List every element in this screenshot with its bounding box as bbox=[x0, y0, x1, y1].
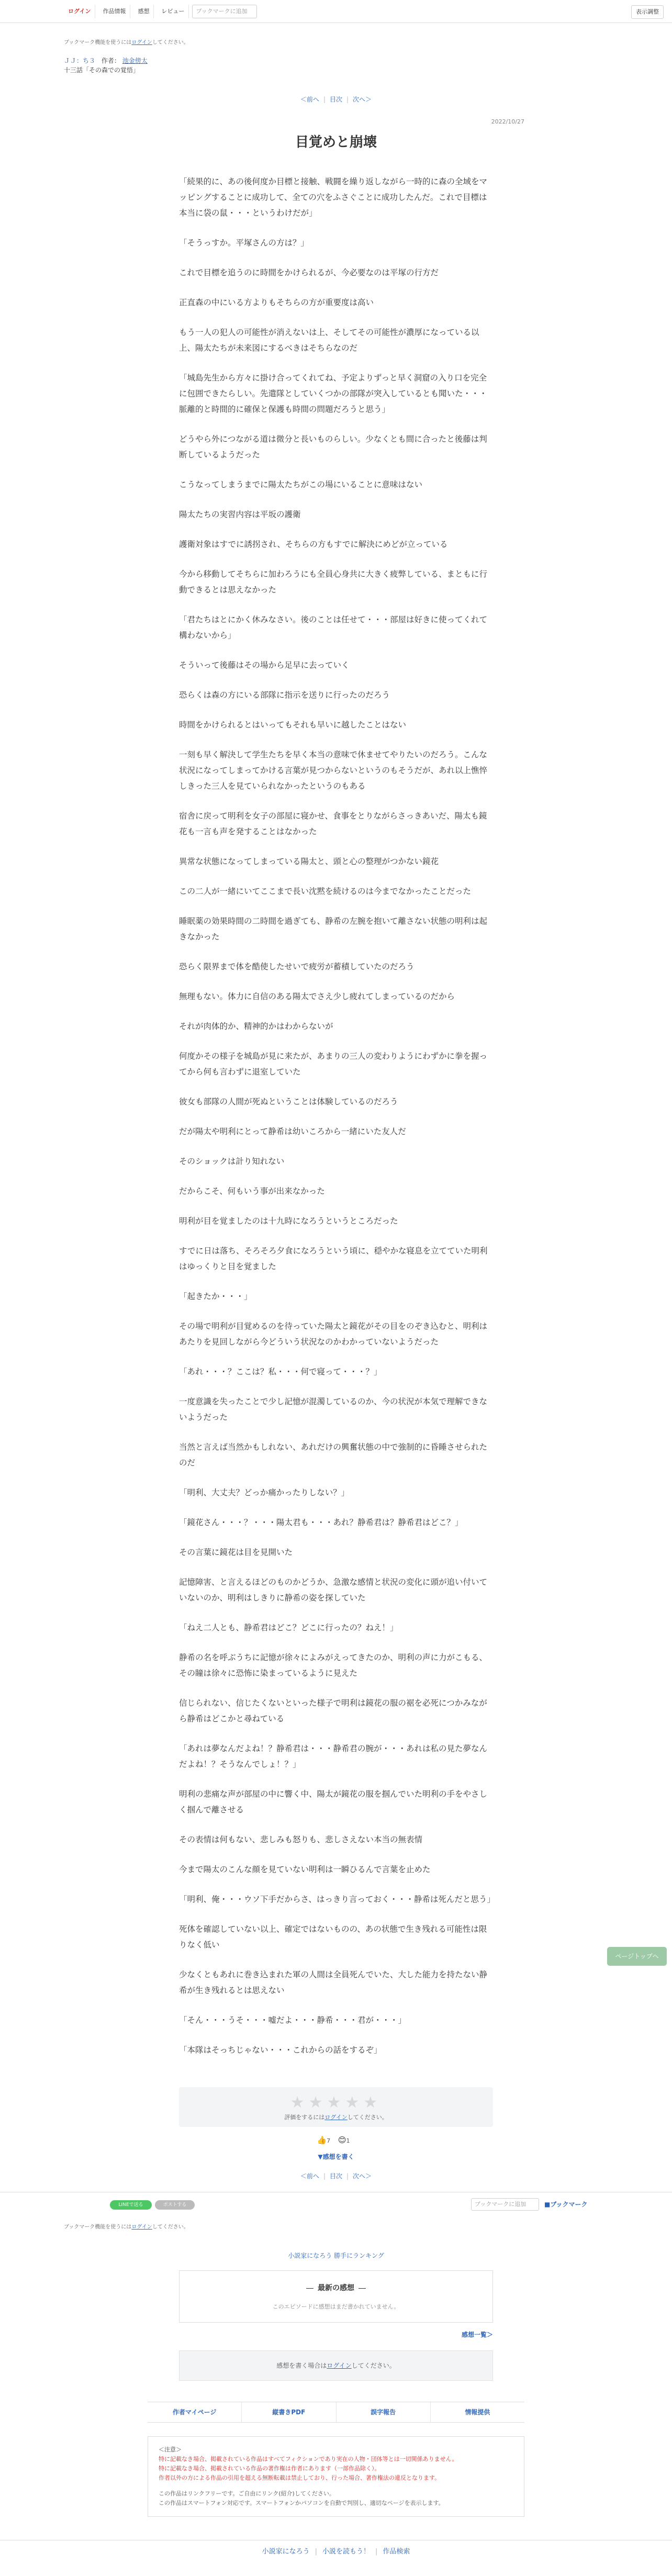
body-paragraph: 彼女も部隊の人間が死ぬということは体験しているのだろう bbox=[179, 1097, 398, 1106]
body-paragraph: 何度かその様子を城島が見に来たが、あまりの三人の変わりようにわずかに拳を握ってから何も言わずに退室していた bbox=[179, 1051, 488, 1077]
body-paragraph: 「鏡花さん・・・？・・・陽太君も・・・あれ？静希君は？静希君はどこ？」 bbox=[179, 1518, 463, 1527]
body-paragraph: 「君たちはとにかく休みなさい。後のことは任せて・・・部屋は好きに使ってくれて構わないから」 bbox=[179, 615, 488, 640]
body-paragraph: 「起きたか・・・」 bbox=[179, 1292, 252, 1301]
body-paragraph: 正直森の中にいる方よりもそちらの方が重要度は高い bbox=[179, 298, 374, 307]
smile-count: 1 bbox=[346, 2137, 350, 2144]
body-paragraph: 「明利、大丈夫？どっか痛かったりしない？」 bbox=[179, 1488, 350, 1497]
impressions-button[interactable]: 感想 bbox=[133, 5, 154, 18]
novel-meta bbox=[64, 56, 608, 75]
next-link[interactable]: 次へ＞ bbox=[353, 96, 372, 103]
write-impression-link[interactable]: ▼感想を書く bbox=[318, 2153, 354, 2160]
body-paragraph: 記憶障害、と言えるほどのものかどうか、急激な感情と状況の変化に頭が追い付いていないのか、明利はしきりに静希の姿を探していた bbox=[179, 1577, 488, 1603]
body-paragraph: だからこそ、何もいう事が出来なかった bbox=[179, 1186, 325, 1196]
site-footer: 小説家になろう | 小説を読もう！ | 作品検索 bbox=[0, 2540, 672, 2574]
body-paragraph: 「続果的に、あの後何度か目標と接触、戦闘を繰り返しながら一時的に森の全域をマッピングすることに成功して、全ての穴をふさぐことに成功したんだ。これで目標は本当に袋の鼠・・・というわけだが」 bbox=[179, 177, 488, 218]
body-paragraph: 宿舎に戻って明利を女子の部屋に寝かせ、食事をとりながらさっきあいだ、陽太も鏡花も一言も声を発することはなかった bbox=[179, 811, 487, 836]
body-paragraph: その場で明利が目覚めるのを待っていた陽太と鏡花がその目をのぞき込むと、明利はあたりを見回しながら今どういう状況なのかわかっていないようだった bbox=[179, 1321, 488, 1347]
line-share-button[interactable]: LINEで送る bbox=[110, 2200, 152, 2210]
notice-line: 作者以外の方による作品の引用を超える無断転載は禁止しており、行った場合、著作権法の違反となります。 bbox=[159, 2474, 441, 2481]
body-paragraph: こうなってしまうまでに陽太たちがこの場にいることに意味はない bbox=[179, 480, 423, 489]
body-paragraph: その表情は何もない、悲しみも怒りも、悲しさえない本当の無表情 bbox=[179, 1835, 423, 1844]
bookmark-login-note: ブックマーク機能を使うにはログインしてください。 bbox=[64, 40, 189, 46]
body-paragraph: 恐らくは森の方にいる部隊に指示を送りに行ったのだろう bbox=[179, 690, 390, 700]
body-paragraph: 「本隊はそっちじゃない・・・これからの話をするぞ」 bbox=[179, 2045, 382, 2055]
author-mypage-link[interactable]: 作者マイページ bbox=[148, 2402, 242, 2422]
toc-link[interactable]: 目次 bbox=[329, 96, 342, 103]
notice-box bbox=[148, 2436, 524, 2517]
body-paragraph: もう一人の犯人の可能性が消えないは上、そしてその可能性が濃厚になっている以上、陽太たちが未来図にするべきはそちらなのだ bbox=[179, 328, 479, 353]
typo-report-link[interactable]: 誤字報告 bbox=[337, 2402, 431, 2422]
body-paragraph: この二人が一緒にいてここまで長い沈黙を続けるのは今までなかったことだった bbox=[179, 887, 472, 896]
bookmark-login-link[interactable]: ログイン bbox=[131, 40, 152, 46]
rating-box bbox=[179, 2087, 493, 2127]
prev-link-bottom[interactable]: ＜前へ bbox=[300, 2172, 319, 2180]
body-paragraph: 睡眠薬の効果時間の二時間を過ぎても、静希の左腕を抱いて離さない状態の明利は起きなかった bbox=[179, 916, 488, 942]
bookmark-login-link-bottom[interactable]: ログイン bbox=[131, 2224, 152, 2230]
next-link-bottom[interactable]: 次へ＞ bbox=[353, 2172, 372, 2180]
body-paragraph: 「そん・・・うそ・・・嘘だよ・・・静希・・・君が・・・」 bbox=[179, 2015, 407, 2025]
body-paragraph: それが肉体的か、精神的かはわからないが bbox=[179, 1022, 333, 1031]
impression-login-link[interactable]: ログイン bbox=[327, 2362, 352, 2369]
rating-login-link[interactable]: ログイン bbox=[324, 2114, 348, 2121]
rating-note: 評価をするにはログインしてください。 bbox=[284, 2114, 388, 2121]
reactions bbox=[0, 2135, 672, 2145]
novel-title-link[interactable]: ＪＪ：ち３ bbox=[64, 57, 96, 64]
bookmark-icon: ■ bbox=[544, 2201, 551, 2208]
thumbs-up-count: 7 bbox=[327, 2137, 331, 2144]
notice-line: 特に記載なき場合、掲載されている作品の著作権は作者にあります（一部作品除く）。 bbox=[159, 2465, 380, 2472]
body-paragraph: 今まで陽太のこんな顔を見ていない明利は一瞬ひるんで言葉を止めた bbox=[179, 1865, 431, 1874]
chapter-title: 十三話「その森での覚悟」 bbox=[64, 66, 140, 74]
body-paragraph: 「城島先生から方々に掛け合ってくれてね、予定よりずっと早く洞窟の入り口を完全に包囲できたらしい。先遣隊としていくつかの部隊が突入しているとも聞いた・・・脈離的と時間的に確保と保護も時間の問題だろうと思う」 bbox=[179, 373, 488, 414]
body-paragraph: そのショックは計り知れない bbox=[179, 1157, 285, 1166]
body-paragraph: 護衛対象はすでに誘拐され、そちらの方もすでに解決にめどが立っている bbox=[179, 540, 448, 549]
thumbs-up-icon[interactable]: 👍 bbox=[317, 2135, 327, 2145]
rating-stars[interactable]: ★★★★★ bbox=[290, 2093, 382, 2112]
notice-line: この作品はスマートフォン対応です。スマートフォンかパソコンを自動で判別し、適切なページを表示します。 bbox=[159, 2500, 444, 2506]
share-bar bbox=[0, 2192, 672, 2216]
body-paragraph: 一度意識を失ったことで少し記憶が混濁しているのか、今の状況が本気で理解できないようだった bbox=[179, 1397, 488, 1422]
body-paragraph: 「あれ・・・？ここは？私・・・何で寝って・・・？」 bbox=[179, 1367, 382, 1376]
body-paragraph: 明利が目を覚ましたのは十九時になろうというところだった bbox=[179, 1216, 398, 1226]
impression-login-box: 感想を書く場合はログインしてください。 bbox=[179, 2350, 493, 2381]
latest-impressions-box bbox=[179, 2270, 493, 2323]
page-top-button[interactable]: ページトップへ bbox=[607, 1947, 667, 1966]
prev-link[interactable]: ＜前へ bbox=[300, 96, 319, 103]
bookmark-add-button[interactable]: ブックマークに追加 bbox=[192, 5, 257, 18]
episode-title: 目覚めと崩壊 bbox=[295, 135, 377, 150]
body-paragraph: 当然と言えば当然かもしれない、あれだけの興奮状態の中で強制的に昏睡させられたのだ bbox=[179, 1442, 488, 1468]
footer-narou-link[interactable]: 小説家になろう bbox=[262, 2548, 310, 2556]
notice-heading: ＜注意＞ bbox=[159, 2446, 182, 2453]
bookmark-button[interactable]: ■ブックマーク bbox=[544, 2201, 588, 2208]
body-paragraph: 無理もない。体力に自信のある陽太でさえ少し疲れてしまっているのだから bbox=[179, 992, 455, 1001]
footer-links bbox=[148, 2402, 524, 2423]
body-paragraph: どうやら外につながる道は微分と長いものらしい。少なくとも間に合ったと後藤は判断しているようだった bbox=[179, 434, 487, 460]
display-settings-button[interactable]: 表示調整 bbox=[631, 5, 664, 19]
post-date: 2022/10/27 bbox=[491, 118, 524, 125]
impressions-empty-text: このエピソードに感想はまだ書かれていません。 bbox=[272, 2303, 400, 2310]
bookmark-login-note-bottom: ブックマーク機能を使うにはログインしてください。 bbox=[64, 2224, 189, 2230]
body-paragraph: 異常な状態になってしまっている陽太と、頭と心の整理がつかない鏡花 bbox=[179, 857, 439, 866]
vertical-pdf-link[interactable]: 縦書きPDF bbox=[242, 2402, 336, 2422]
body-paragraph: 信じられない、信じたくないといった様子で明利は鏡花の服の裾を必死につかみながら静希はどこかと尋ねている bbox=[179, 1698, 487, 1723]
body-paragraph: 少なくともあれに巻き込まれた軍の人間は全員死んでいた、大した能力を持たない静希が生き残れるとは思えない bbox=[179, 1970, 488, 1995]
body-paragraph: これで目標を追うのに時間をかけられるが、今必要なのは平塚の行方だ bbox=[179, 268, 439, 277]
episode-body bbox=[179, 174, 493, 2058]
body-paragraph: 時間をかけられるとはいってもそれも早いに越したことはない bbox=[179, 720, 407, 730]
pager-top: ＜前へ | 目次 | 次へ＞ bbox=[300, 96, 372, 103]
body-paragraph: そういって後藤はその場から足早に去っていく bbox=[179, 660, 350, 670]
body-paragraph: 「あれは夢なんだよね！？静希君は・・・静希君の腕が・・・あれは私の見た夢なんだよね！？そうなんでしょ！？」 bbox=[179, 1744, 488, 1769]
smile-icon[interactable]: 😊 bbox=[338, 2135, 346, 2145]
body-paragraph: 「そうっすか。平塚さんの方は？」 bbox=[179, 238, 309, 248]
review-button[interactable]: レビュー bbox=[157, 5, 189, 18]
notice-line: この作品はリンクフリーです。ご自由にリンク(紹介)してください。 bbox=[159, 2490, 335, 2497]
body-paragraph: 明利の悲痛な声が部屋の中に響く中、陽太が鏡花の服を掴んでいた明利の手をやさしく掴んで離させる bbox=[179, 1789, 488, 1815]
latest-impressions-title: 最新の感想 bbox=[180, 2282, 492, 2293]
body-paragraph: 今から移動してそちらに加わろうにも全員心身共に大きく疲弊している、まともに行動できるとは思えなかった bbox=[179, 569, 488, 595]
body-paragraph: 恐らく限界まで体を酷使したせいで疲労が蓄積していたのだろう bbox=[179, 962, 415, 971]
footer-yomou-link[interactable]: 小説を読もう！ bbox=[322, 2548, 370, 2556]
ranking-link[interactable]: 小説家になろう 勝手にランキング bbox=[288, 2252, 384, 2259]
toc-link-bottom[interactable]: 目次 bbox=[329, 2172, 342, 2180]
body-paragraph: その言葉に鏡花は目を見開いた bbox=[179, 1548, 293, 1557]
info-provide-link[interactable]: 情報提供 bbox=[465, 2409, 490, 2416]
notice-line: 特に記載なき場合、掲載されている作品はすべてフィクションであり実在の人物・団体等とは一切関係ありません。 bbox=[159, 2456, 458, 2462]
body-paragraph: 一刻も早く解決して学生たちを早く本当の意味で休ませてやりたいのだろう。こんな状況になってしまってかける言葉が見つからないというのもそうだが、あれ以上憔悴しきった三人を見ていられなかったというのもある bbox=[179, 750, 488, 791]
body-paragraph: すでに日は落ち、そろそろ夕食になろうという頃に、穏やかな寝息を立てていた明利はゆっくりと目を覚ました bbox=[179, 1246, 488, 1271]
impressions-list-link[interactable]: 感想一覧＞ bbox=[461, 2331, 493, 2338]
body-paragraph: だが陽太や明利にとって静希は幼いころから一緒にいた友人だ bbox=[179, 1127, 406, 1136]
author-link[interactable]: 池金傍太 bbox=[122, 57, 148, 64]
body-paragraph: 陽太たちの実習内容は平坂の護衛 bbox=[179, 510, 301, 519]
author-label: 作者： bbox=[101, 57, 120, 64]
top-bar bbox=[0, 0, 672, 23]
bookmark-add-button-bottom[interactable]: ブックマークに追加 bbox=[471, 2198, 539, 2211]
work-info-button[interactable]: 作品情報 bbox=[98, 5, 130, 18]
login-button[interactable]: ログイン bbox=[64, 5, 95, 18]
body-paragraph: 「ねえ二人とも、静希君はどこ？どこに行ったの？ねえ！」 bbox=[179, 1623, 398, 1632]
body-paragraph: 死体を確認していない以上、確定ではないものの、あの状態で生き残れる可能性は限りなく低い bbox=[179, 1924, 487, 1950]
footer-search-link[interactable]: 作品検索 bbox=[383, 2548, 410, 2556]
body-paragraph: 「明利、俺・・・ウソ下手だからさ、はっきり言っておく・・・静希は死んだと思う」 bbox=[179, 1895, 495, 1904]
x-post-button[interactable]: ポストする bbox=[155, 2200, 195, 2210]
body-paragraph: 静希の名を呼ぶうちに記憶が徐々によみがえってきたのか、明利の声に力がこもる、その瞳は徐々に恐怖に染まっているように見えた bbox=[179, 1653, 488, 1678]
pager-bottom: ＜前へ | 目次 | 次へ＞ bbox=[300, 2172, 372, 2180]
